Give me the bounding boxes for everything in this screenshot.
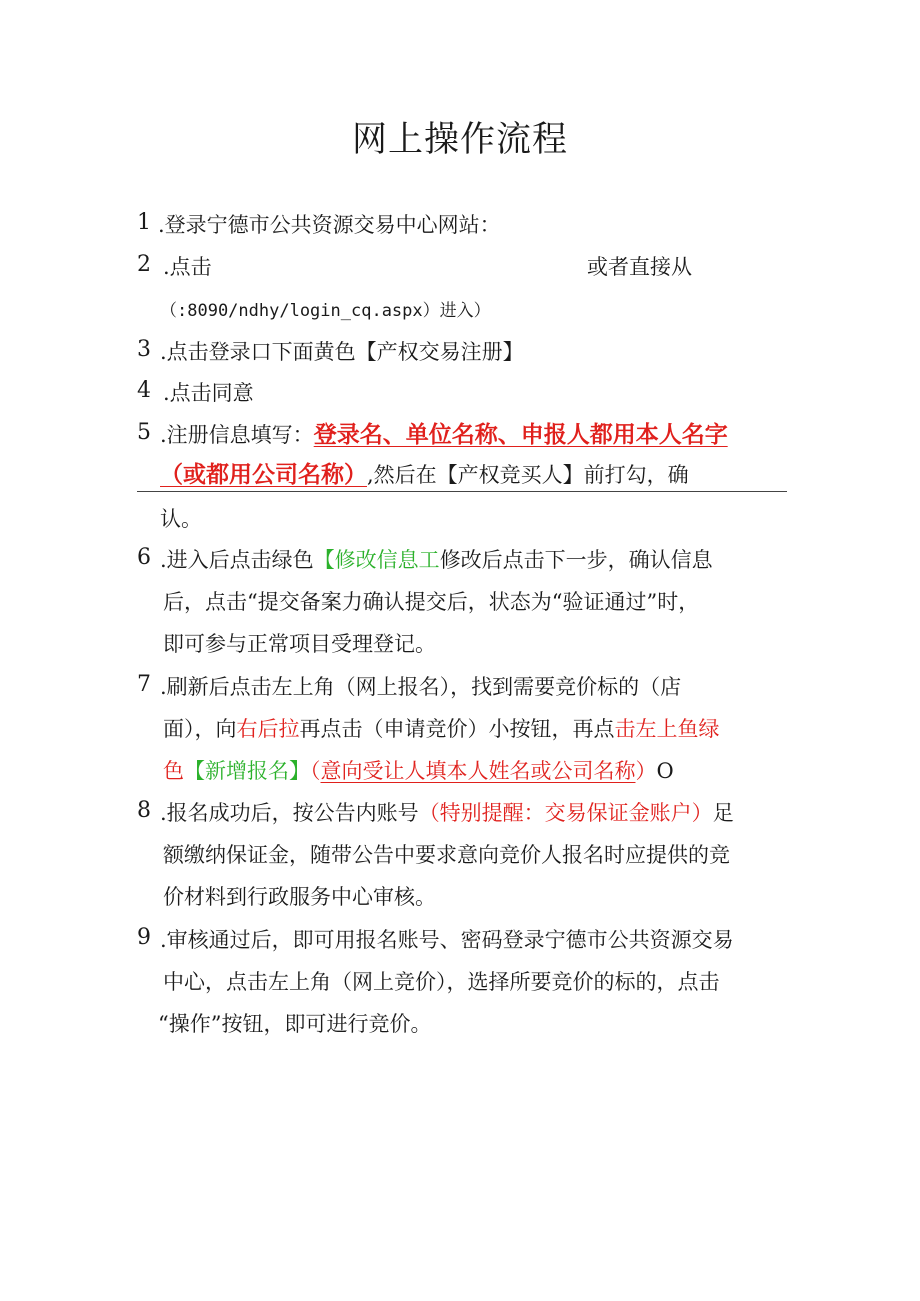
item-7-text-a: .刷新后点击左上角（网上报名），找到需要竞价标的（店 bbox=[160, 675, 682, 699]
item-7-line-3 bbox=[163, 756, 674, 786]
item-number: 4 bbox=[137, 378, 151, 403]
item-7-red-e: 意向受让人 bbox=[320, 759, 426, 783]
page-title: 网上操作流程 bbox=[351, 120, 568, 160]
item-5-text-c: 认。 bbox=[160, 507, 202, 531]
item-6-text-a: .进入后点击绿色 bbox=[160, 548, 314, 572]
item-6-text-b: 修改后点击下一步，确认信息 bbox=[439, 548, 713, 572]
item-7-green-a: 【新增报名】 bbox=[184, 759, 310, 783]
item-8-text-c: 额缴纳保证金，随带公告中要求意向竞价人报名时应提供的竞 bbox=[163, 843, 730, 867]
item-number: 2 bbox=[137, 252, 151, 277]
item-8-line-1 bbox=[160, 798, 734, 828]
item-5-line-2 bbox=[160, 460, 689, 490]
item-9-text-a: .审核通过后，即可用报名账号、密码登录宁德市公共资源交易 bbox=[160, 928, 734, 952]
item-7-red-a: 右后拉 bbox=[236, 717, 300, 741]
item-5-line-1 bbox=[160, 420, 728, 450]
divider-line bbox=[137, 491, 787, 492]
item-6-line-1 bbox=[160, 545, 713, 575]
item-3-text: .点击登录口下面黄色【产权交易注册】 bbox=[160, 340, 524, 364]
item-2-text-b: 或者直接从 bbox=[587, 255, 692, 279]
item-7-line-2 bbox=[163, 714, 720, 744]
item-1-text: .登录宁德市公共资源交易中心网站： bbox=[158, 213, 501, 237]
item-6-text-d: 即可参与正常项目受理登记。 bbox=[163, 632, 436, 656]
item-7-red-f: 填本人姓名或公司名称 bbox=[425, 759, 636, 783]
item-number: 5 bbox=[137, 420, 151, 445]
item-4-text: .点击同意 bbox=[163, 381, 254, 405]
item-8-text-d: 价材料到行政服务中心审核。 bbox=[163, 885, 436, 909]
item-number: 1 bbox=[137, 210, 151, 235]
item-8-text-b: 足 bbox=[712, 801, 734, 825]
item-number: 3 bbox=[137, 337, 151, 362]
item-5-text-b: ,然后在【产权竞买人】前打勾，确 bbox=[367, 463, 689, 487]
item-6-text-c: 后，点击“提交备案力确认提交后，状态为“验证通过”时， bbox=[163, 590, 700, 614]
item-5-red-b: （或都用公司名称） bbox=[160, 461, 367, 488]
item-number: 6 bbox=[137, 545, 151, 570]
item-2-url: （:8090/ndhy/login_cq.aspx）进入） bbox=[160, 301, 491, 321]
item-7-text-b: 面），向 bbox=[163, 717, 237, 741]
item-5-text-a: .注册信息填写： bbox=[160, 423, 314, 447]
item-8-text-a: .报名成功后，按公告内账号 bbox=[160, 801, 419, 825]
item-9-text-c: “操作”按钮，即可进行竞价。 bbox=[158, 1012, 432, 1036]
item-9-text-b: 中心，点击左上角（网上竞价），选择所要竞价的标的，点击 bbox=[163, 970, 720, 994]
item-7-text-d: O bbox=[656, 759, 674, 783]
item-7-red-c: 色 bbox=[163, 759, 184, 783]
item-7-red-g: ） bbox=[635, 759, 657, 783]
item-8-red-a: （特别提醒：交易保证金账户） bbox=[418, 801, 713, 825]
item-2-text-a: .点击 bbox=[163, 255, 212, 279]
item-number: 7 bbox=[137, 672, 151, 697]
item-7-red-b: 击左上鱼绿 bbox=[614, 717, 720, 741]
item-5-red-a: 登录名、单位名称、申报人都用本人名字 bbox=[313, 421, 728, 448]
item-number: 8 bbox=[137, 798, 151, 823]
item-7-text-c: 再点击（申请竞价）小按钮，再点 bbox=[299, 717, 615, 741]
item-6-green-a: 【修改信息工 bbox=[313, 548, 440, 572]
item-number: 9 bbox=[137, 925, 151, 950]
item-7-red-d: （ bbox=[310, 759, 321, 783]
